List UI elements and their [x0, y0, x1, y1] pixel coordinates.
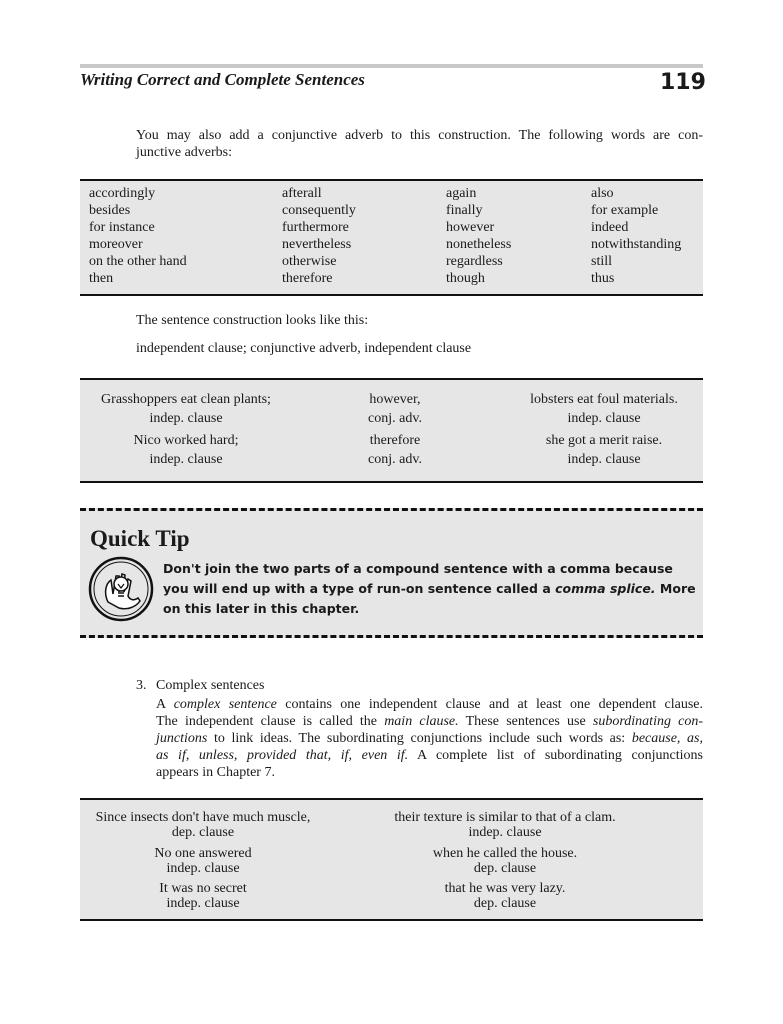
example-label: dep. clause [171, 825, 235, 840]
example-sentence-part: lobsters eat foul materials. [530, 392, 678, 407]
tip-text-part: Don't join the two parts of a compound sentence with a comma because you will end up with a type of run-on sentence called a [163, 561, 673, 596]
adverb-cell: furthermore [282, 220, 349, 235]
example-sentence-part: therefore [369, 433, 421, 448]
adverb-cell: accordingly [89, 186, 156, 201]
paragraph-line: appears in Chapter 7. [156, 765, 275, 780]
example-label: indep. clause [149, 411, 223, 426]
example-sentence-part: No one answered [154, 846, 252, 861]
list-heading: Complex sentences [156, 678, 265, 693]
example-label: indep. clause [149, 452, 223, 467]
complex-examples-box [80, 798, 703, 921]
adverb-cell: also [591, 186, 614, 201]
example-sentence-part: Grasshoppers eat clean plants; [101, 392, 271, 407]
adverb-cell: regardless [446, 254, 503, 269]
example-sentence-part: when he called the house. [432, 846, 578, 861]
example-label: indep. clause [468, 825, 542, 840]
page-number: 119 [660, 70, 706, 95]
example-sentence-part: however, [369, 392, 421, 407]
adverb-cell: otherwise [282, 254, 337, 269]
lightbulb-hand-icon [86, 554, 156, 624]
example-sentence-part: It was no secret [159, 881, 247, 896]
example-sentence-part: that he was very lazy. [444, 881, 566, 896]
example-label: conj. adv. [368, 411, 422, 426]
example-label: indep. clause [166, 896, 240, 911]
example-sentence-part: their texture is similar to that of a clam. [394, 810, 616, 825]
example-sentence-part: Since insects don't have much muscle, [95, 810, 311, 825]
paragraph-line: The independent clause is called the main clause. These sentences use subordinating con- [156, 714, 704, 729]
complex-paragraph [156, 696, 703, 781]
header-rule [80, 64, 703, 68]
paragraph-line: as if, unless, provided that, if, even if. A complete list of subordinating conjunctions [156, 748, 704, 763]
paragraph-line: junctions to link ideas. The subordinating conjunctions include such words as: because, as, [156, 731, 703, 746]
adverb-cell: besides [89, 203, 131, 218]
intro-line-1: You may also add a conjunctive adverb to this construction. The following words are con- [136, 128, 703, 143]
example-label: dep. clause [473, 896, 537, 911]
tip-title: Quick Tip [90, 526, 190, 551]
intro-paragraph [136, 127, 703, 161]
adverb-cell: on the other hand [89, 254, 187, 269]
example-label: conj. adv. [368, 452, 422, 467]
tip-text-emphasis: comma splice. [555, 581, 656, 596]
example-sentence-part: she got a merit raise. [545, 433, 663, 448]
example-sentence-part: Nico worked hard; [133, 433, 239, 448]
adverb-cell: moreover [89, 237, 143, 252]
adverb-cell: notwithstanding [591, 237, 682, 252]
example-label: dep. clause [473, 861, 537, 876]
adverb-cell: for instance [89, 220, 155, 235]
adverb-cell: then [89, 271, 114, 286]
adverb-cell: nevertheless [282, 237, 352, 252]
construction-lead: The sentence construction looks like this: [136, 313, 369, 328]
adverb-cell: again [446, 186, 477, 201]
example-label: indep. clause [567, 411, 641, 426]
example-label: indep. clause [166, 861, 240, 876]
adverb-cell: consequently [282, 203, 356, 218]
adverb-cell: however [446, 220, 495, 235]
construction-pattern: independent clause; conjunctive adverb, independent clause [136, 341, 472, 356]
adverb-table [80, 179, 703, 296]
list-number: 3. [136, 678, 147, 693]
adverb-cell: still [591, 254, 613, 269]
tip-top-divider [80, 508, 703, 511]
adverb-cell: nonetheless [446, 237, 512, 252]
intro-line-2: junctive adverbs: [136, 145, 233, 160]
adverb-cell: indeed [591, 220, 629, 235]
adverb-cell: afterall [282, 186, 322, 201]
tip-text-part: More on this later in this chapter. [163, 581, 696, 616]
adverb-cell: for example [591, 203, 659, 218]
tip-bottom-divider [80, 635, 703, 638]
example-label: indep. clause [567, 452, 641, 467]
adverb-cell: therefore [282, 271, 333, 286]
compound-examples-box [80, 378, 703, 483]
adverb-cell: finally [446, 203, 483, 218]
running-title: Writing Correct and Complete Sentences [80, 70, 365, 89]
tip-text [163, 559, 698, 619]
paragraph-line: A complex sentence contains one independent clause and at least one dependent clause. [156, 697, 703, 712]
quick-tip-box [80, 508, 703, 638]
adverb-cell: thus [591, 271, 615, 286]
adverb-cell: though [446, 271, 485, 286]
